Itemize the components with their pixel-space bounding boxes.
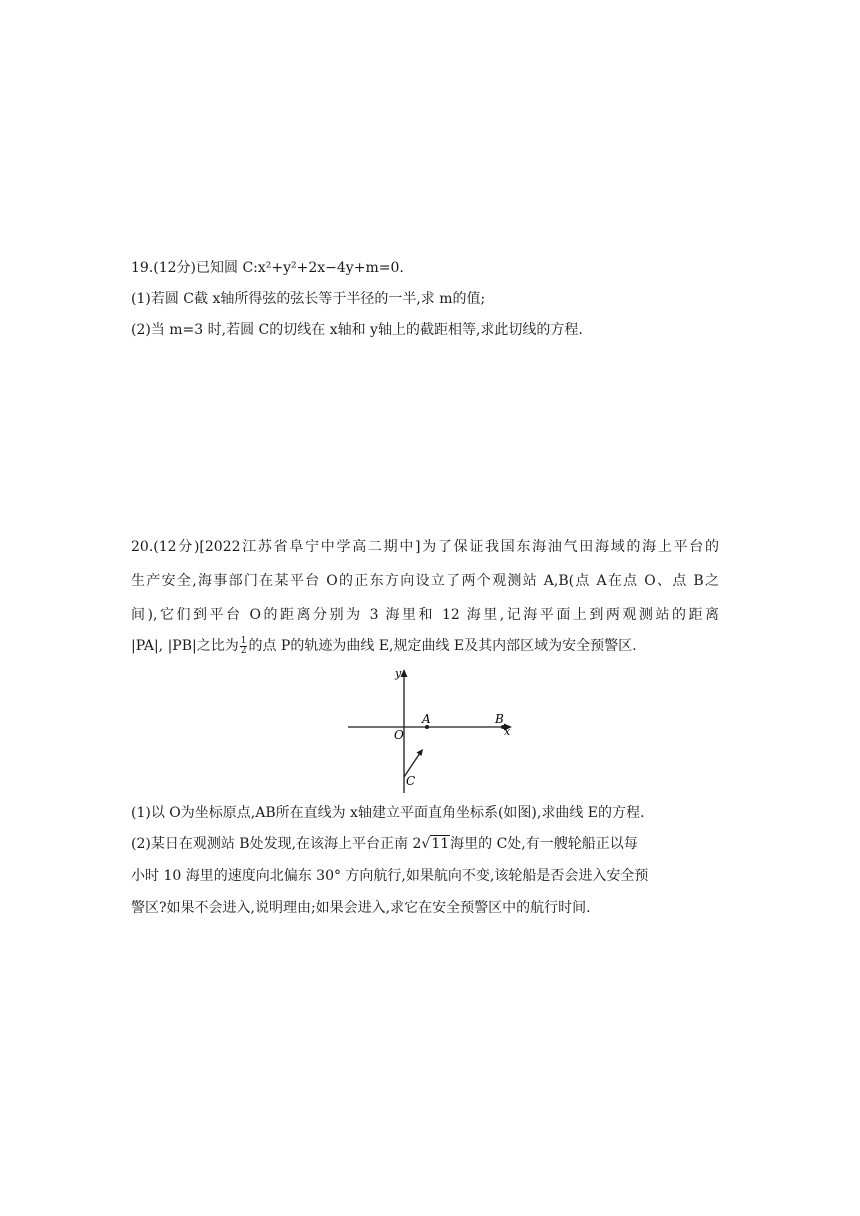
sqrt-11: √11 (421, 836, 450, 852)
x-axis-label: x (504, 725, 511, 738)
q20-part2-line3: 警区?如果不会进入,说明理由;如果会进入,求它在安全预警区中的航行时间. (131, 900, 591, 916)
q20-part2-line2: 小时 10 海里的速度向北偏东 30° 方向航行,如果航向不变,该轮船是否会进入安全预 (131, 868, 649, 884)
ship-course-arrow (417, 749, 424, 756)
sqrt-radicand: 11 (431, 836, 450, 852)
point-c-label: C (406, 774, 416, 788)
q20-part2-line1 (131, 834, 638, 854)
q20-stem-line1: 20.(12分)[2022江苏省阜宁中学高二期中]为了保证我国东海油气田海域的海上平台的 (131, 539, 719, 555)
q19-part2: (2)当 m=3 时,若圆 C的切线在 x轴和 y轴上的截距相等,求此切线的方程. (131, 322, 583, 338)
coordinate-figure (346, 665, 516, 795)
q19-part1: (1)若圆 C截 x轴所得弦的弦长等于半径的一半,求 m的值; (131, 291, 486, 307)
q20-stem-line3: 间),它们到平台 O的距离分别为 3 海里和 12 海里,记海平面上到两观测站的距离 (131, 607, 719, 623)
one-half-fraction (240, 637, 248, 656)
q20-part2-end: 海里的 C处,有一艘轮船正以每 (450, 836, 638, 852)
coordinate-figure-svg (346, 665, 516, 795)
q20-stem-line4 (131, 636, 637, 656)
q20-stem-line2: 生产安全,海事部门在某平台 O的正东方向设立了两个观测站 A,B(点 A在点 O、点 B之 (131, 573, 719, 589)
q20-stem-line4-start: |PA|, |PB|之比为 (131, 638, 239, 654)
q20-part1: (1)以 O为坐标原点,AB所在直线为 x轴建立平面直角坐标系(如图),求曲线 E的方程. (131, 805, 645, 821)
y-axis-arrow (401, 669, 408, 677)
fraction-numerator: 1 (240, 635, 247, 646)
origin-label: O (394, 728, 404, 742)
q20-stem-line4-end: 的点 P的轨迹为曲线 E,规定曲线 E及其内部区域为安全预警区. (248, 638, 637, 654)
point-b-label: B (495, 712, 504, 726)
fraction-denominator: 2 (240, 645, 247, 656)
point-a-label: A (422, 712, 431, 726)
q19-stem: 19.(12分)已知圆 C:x²+y²+2x−4y+m=0. (131, 260, 404, 276)
y-axis-label: y (395, 667, 402, 680)
q20-part2-start: (2)某日在观测站 B处发现,在该海上平台正南 2 (131, 836, 422, 852)
